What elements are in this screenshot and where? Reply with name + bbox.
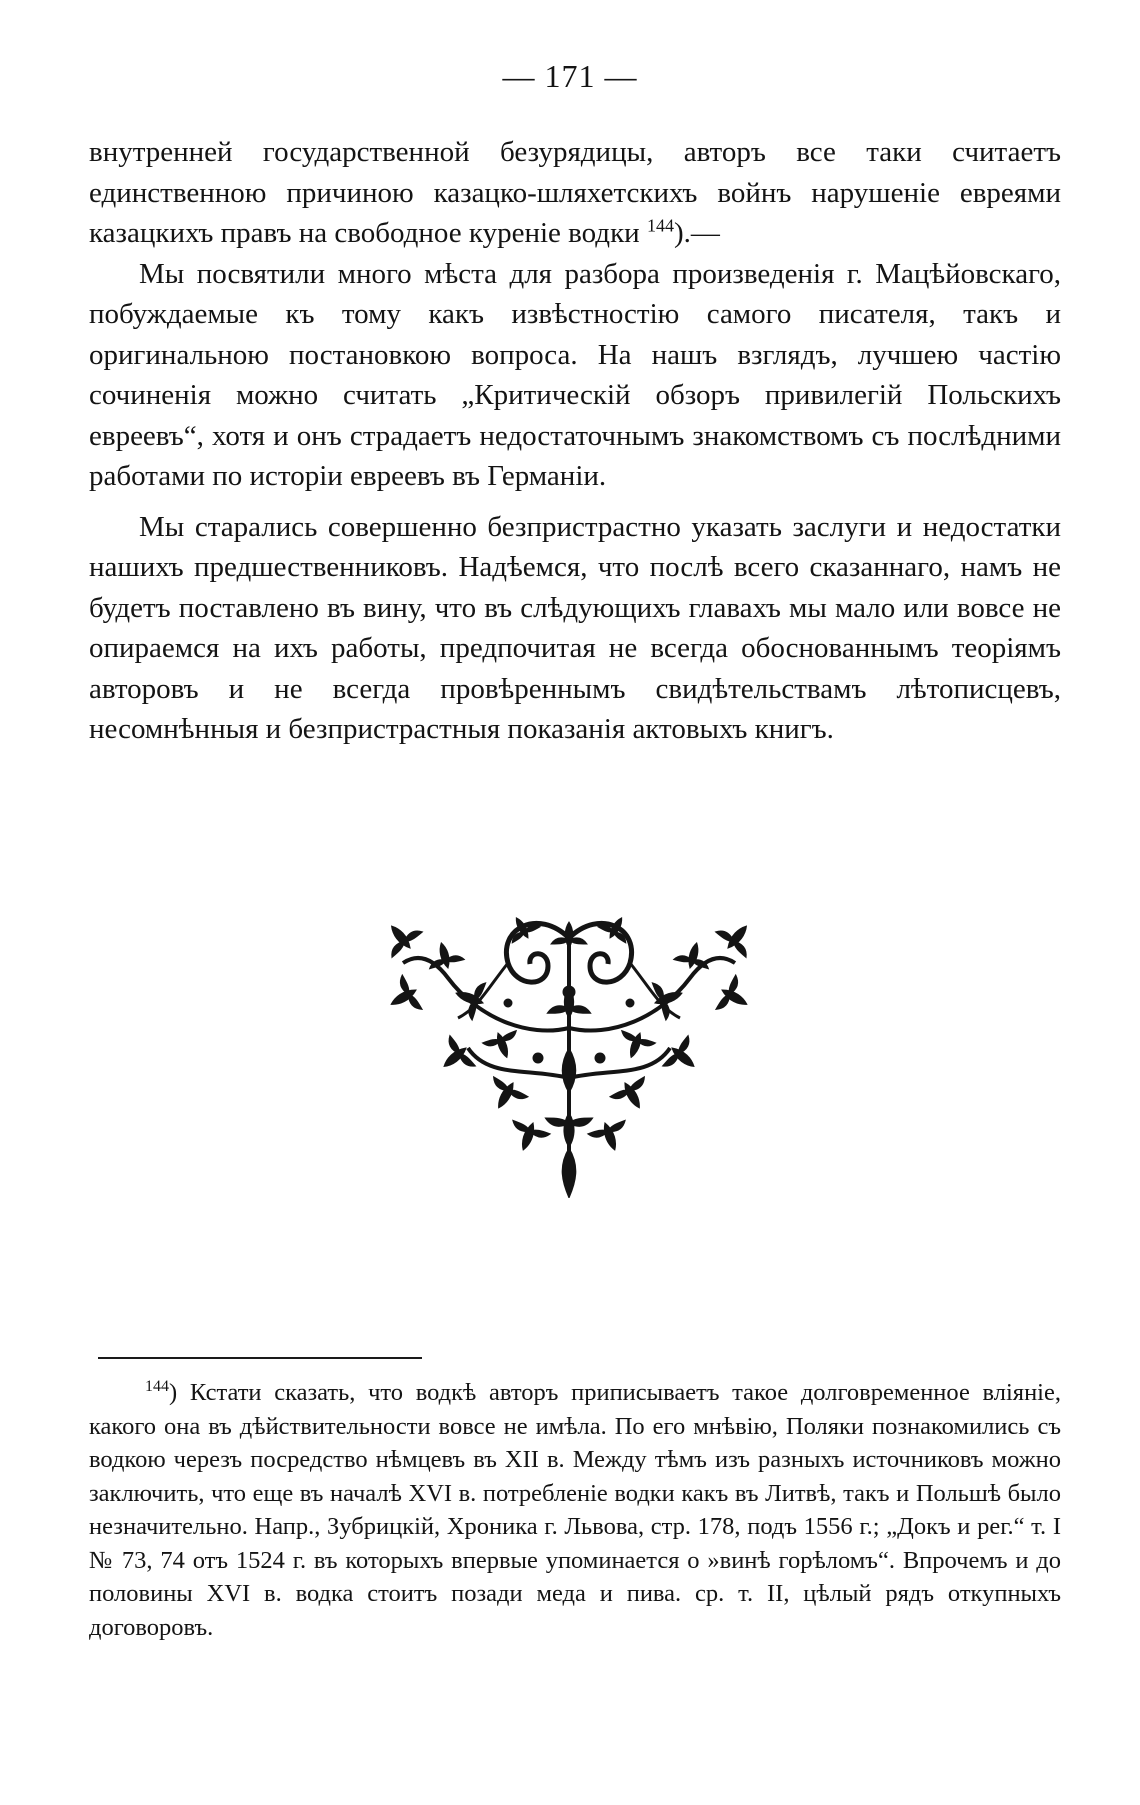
footnote-mark-close: )	[169, 1379, 178, 1406]
footnote-divider	[98, 1357, 422, 1359]
footnote-text: Кстати сказать, что водкѣ авторъ приписываетъ такое долговременное вліяніе, какого она въ дѣйствительности вовсе не имѣла. По его мнѣвію, Поляки познакомились съ водкою черезъ посредство нѣмцевъ въ XII в. Между тѣмъ изъ разныхъ источниковъ можно заключить, что еще въ началѣ XVI в. потребленіе водки какъ въ Литвѣ, такъ и Польшѣ было незначительно. Напр., Зубрицкій, Хроника г. Львова, стр. 178, подъ 1556 г.; „Докъ и рег.“ т. I № 73, 74 отъ 1524 г. въ которыхъ впервые упоминается о »винѣ горѣломъ“. Впрочемъ и до половины XVI в. водка стоитъ позади меда и пива. ср. т. II, цѣлый рядъ откупныхъ договоровъ.	[89, 1379, 1061, 1641]
footnote-paragraph	[89, 1376, 1061, 1644]
footnote-144	[89, 1376, 1061, 1644]
paragraph-3: Мы старались совершенно безпристрастно указать заслуги и недостатки нашихъ предшественниковъ. Надѣемся, что послѣ всего сказаннаго, намъ не будетъ поставлено въ вину, что въ слѣдующихъ главахъ мы мало или вовсе не опираемся на ихъ работы, предпочитая не всегда обоснованнымъ теоріямъ авторовъ и не всегда провѣреннымъ свидѣтельствамъ лѣтописцевъ, несомнѣнныя и безпристрастныя показанія актовыхъ книгъ.	[89, 510, 1061, 745]
paragraph-1-text: внутренней государственной безурядицы, авторъ все таки считаетъ единственною причиною казацко-шляхетскихъ войнъ нарушеніе евреями казацкихъ правъ на свободное куреніе водки	[89, 136, 1061, 249]
paragraph-2: Мы посвятили много мѣста для разбора произведенія г. Мацѣйовскаго, побуждаемые къ тому какъ извѣстностію самого писателя, такъ и оригинальною постановкою вопроса. На нашъ взглядъ, лучшею частію сочиненія можно считать „Критическій обзоръ привилегій Польскихъ евреевъ“, хотя и онъ страдаетъ недостаточнымъ знакомствомъ съ послѣдними работами по исторіи евреевъ въ Германіи.	[89, 257, 1061, 492]
floral-vignette-icon	[388, 908, 750, 1198]
footnote-ref-144[interactable]: 144	[646, 215, 674, 236]
paragraph-1-tail: ).—	[673, 217, 720, 249]
page-number: — 171 —	[502, 58, 638, 94]
footnote-mark: 144	[145, 1377, 169, 1395]
paragraph-1	[89, 132, 1061, 254]
main-text	[89, 132, 1061, 750]
